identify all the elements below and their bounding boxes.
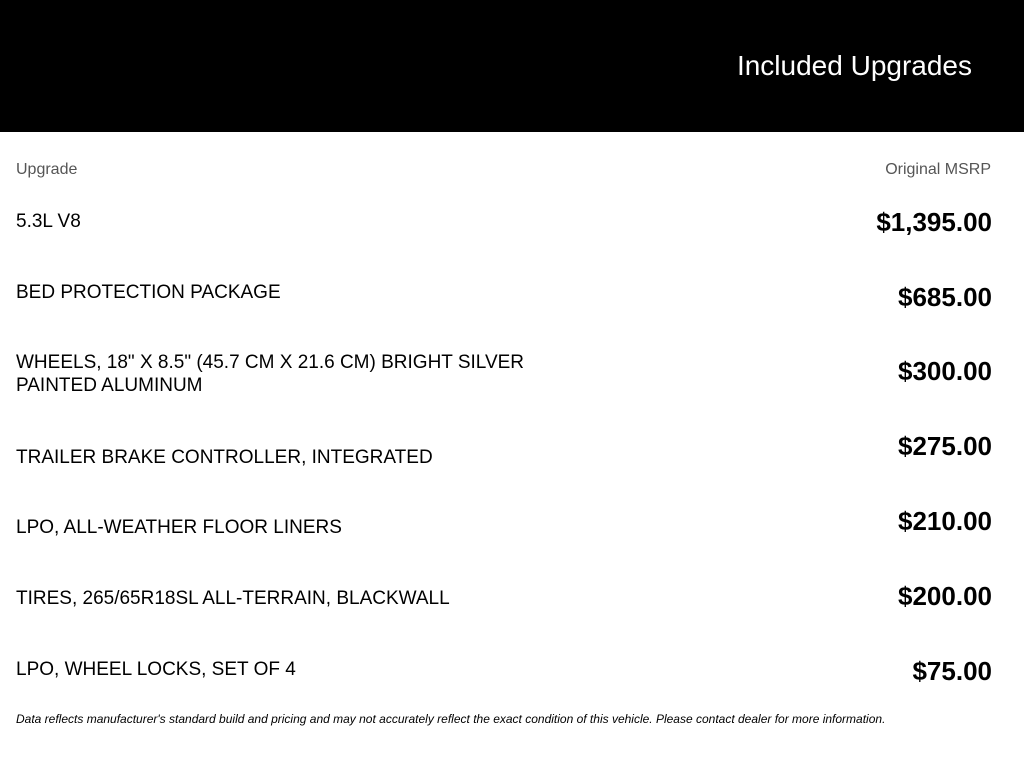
upgrade-name: TIRES, 265/65R18SL ALL-TERRAIN, BLACKWALL — [16, 588, 450, 609]
upgrade-row — [16, 656, 992, 716]
upgrade-price: $75.00 — [912, 656, 992, 686]
upgrade-price: $1,395.00 — [876, 207, 992, 237]
upgrade-name: 5.3L V8 — [16, 211, 81, 232]
upgrade-row — [16, 281, 992, 341]
upgrade-row — [16, 207, 992, 267]
upgrade-row — [16, 506, 992, 566]
upgrade-row — [16, 351, 992, 411]
disclaimer-text: Data reflects manufacturer's standard build and pricing and may not accurately reflect the exact condition of this vehicle. Please contact dealer for more information. — [16, 712, 886, 726]
upgrade-name: LPO, ALL-WEATHER FLOOR LINERS — [16, 517, 342, 538]
upgrade-price: $685.00 — [898, 282, 992, 312]
upgrade-row — [16, 581, 992, 641]
upgrade-price: $210.00 — [898, 506, 992, 536]
upgrade-name: BED PROTECTION PACKAGE — [16, 282, 281, 303]
upgrade-name: LPO, WHEEL LOCKS, SET OF 4 — [16, 659, 296, 680]
upgrade-price: $300.00 — [898, 356, 992, 386]
column-header-msrp: Original MSRP — [885, 161, 991, 178]
header-banner — [0, 0, 1024, 132]
upgrade-price: $200.00 — [898, 581, 992, 611]
page-title: Included Upgrades — [736, 50, 972, 81]
upgrade-name: WHEELS, 18" X 8.5" (45.7 CM X 21.6 CM) BRIGHT SILVER PAINTED ALUMINUM — [16, 352, 525, 396]
upgrade-row — [16, 431, 992, 491]
upgrade-price: $275.00 — [898, 431, 992, 461]
column-header-upgrade: Upgrade — [16, 161, 78, 178]
upgrade-name: TRAILER BRAKE CONTROLLER, INTEGRATED — [16, 447, 433, 468]
